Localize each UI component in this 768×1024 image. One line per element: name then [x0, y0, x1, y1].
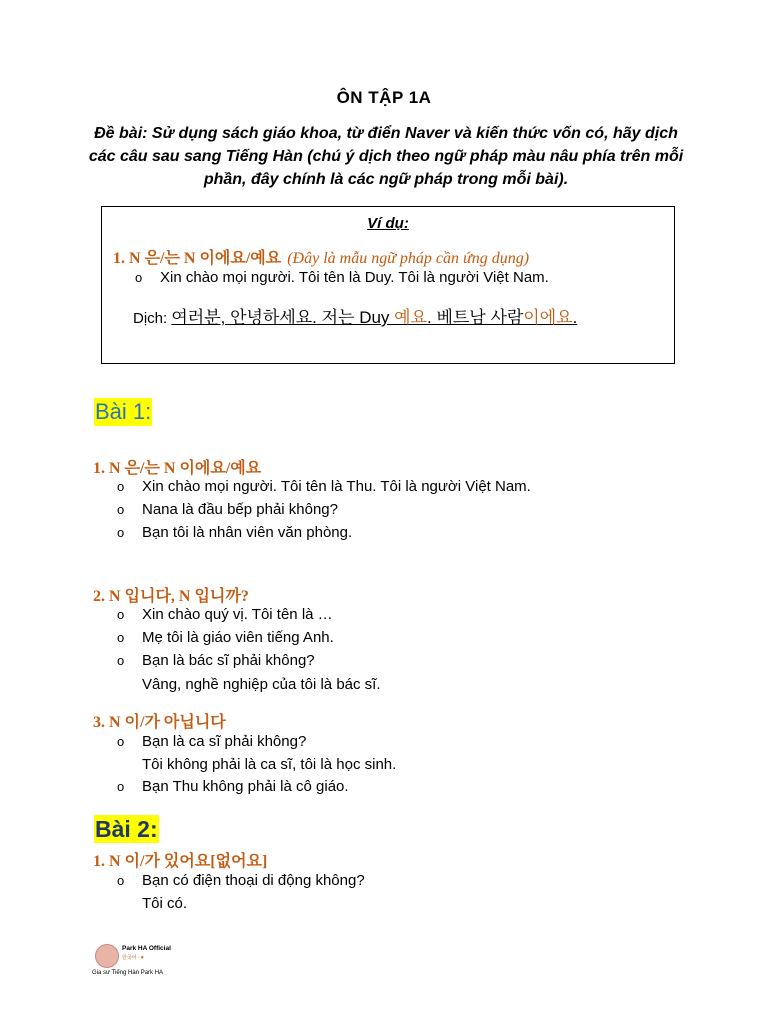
list-item-text: Bạn có điện thoại di động không?	[142, 872, 365, 889]
brand-name: Park HA Official	[122, 945, 171, 952]
translation-label: Dịch:	[133, 310, 168, 327]
example-box	[101, 206, 675, 364]
lesson-1-grammar-2: 2. N 입니다, N 입니까?	[93, 588, 249, 605]
bullet-icon: o	[117, 630, 125, 645]
list-item-text: Nana là đầu bếp phải không?	[142, 501, 338, 518]
list-item-text: Bạn là ca sĩ phải không?	[142, 733, 307, 750]
list-item	[117, 652, 315, 669]
avatar	[95, 944, 119, 968]
list-item-text: Mẹ tôi là giáo viên tiếng Anh.	[142, 629, 334, 646]
example-grammar-note: (Đây là mẫu ngữ pháp cần ứng dụng)	[287, 250, 530, 267]
bullet-icon: o	[117, 479, 125, 494]
lesson-1-grammar-1: 1. N 은/는 N 이에요/예요	[93, 460, 262, 477]
lesson-2-grammar-1: 1. N 이/가 있어요[없어요]	[93, 853, 268, 870]
list-item-text: Bạn là bác sĩ phải không?	[142, 652, 315, 669]
translation-segment: . 베트남 사람	[427, 308, 524, 327]
list-item-text: Bạn Thu không phải là cô giáo.	[142, 778, 349, 795]
translation-text	[171, 308, 577, 327]
example-translation	[133, 303, 577, 328]
list-item-text: Bạn tôi là nhân viên văn phòng.	[142, 524, 353, 541]
brand-tagline-icon: 한국어 · ♥	[122, 955, 144, 961]
example-grammar	[113, 245, 529, 268]
list-item	[117, 524, 352, 541]
bullet-icon: o	[117, 653, 125, 668]
list-item	[117, 778, 349, 795]
list-item	[117, 733, 306, 750]
bullet-icon: o	[117, 734, 125, 749]
lesson-1-grammar-3: 3. N 이/가 아닙니다	[93, 714, 226, 731]
list-item-text: Xin chào mọi người. Tôi tên là Thu. Tôi là người Việt Nam.	[142, 478, 531, 495]
translation-grammar-highlight: 이에요	[523, 308, 573, 327]
list-item	[117, 478, 531, 495]
list-item-text: Xin chào quý vị. Tôi tên là …	[142, 606, 333, 623]
bullet-icon: o	[117, 873, 125, 888]
list-item-continuation: Vâng, nghề nghiệp của tôi là bác sĩ.	[142, 676, 381, 693]
bullet-icon: o	[135, 270, 143, 285]
bullet-icon: o	[117, 525, 125, 540]
translation-grammar-highlight: 예요	[394, 308, 428, 327]
lesson-2-heading: Bài 2:	[95, 816, 158, 842]
translation-segment: .	[572, 308, 578, 327]
translation-segment: 여러분, 안녕하세요. 저는 Duy	[171, 308, 395, 327]
list-item	[117, 629, 334, 646]
bullet-icon: o	[117, 779, 125, 794]
footer-logo	[92, 942, 202, 982]
list-item-continuation: Tôi không phải là ca sĩ, tôi là học sinh.	[142, 756, 397, 773]
list-item	[117, 872, 365, 889]
example-sentence	[135, 269, 549, 286]
page-title: ÔN TẬP 1A	[336, 88, 432, 107]
bullet-icon: o	[117, 607, 125, 622]
list-item	[117, 606, 333, 623]
list-item	[117, 501, 338, 518]
list-item-continuation: Tôi có.	[142, 895, 188, 912]
exercise-instructions: Đề bài: Sử dụng sách giáo khoa, từ điển Naver và kiến thức vốn có, hãy dịch các câu sau sang Tiếng Hàn (chú ý dịch theo ngữ pháp màu nâu phía trên mỗi phần, đây chính là các ngữ pháp trong mỗi bài).	[88, 125, 684, 188]
lesson-1-heading: Bài 1:	[95, 399, 152, 424]
bullet-icon: o	[117, 502, 125, 517]
example-sentence-text: Xin chào mọi người. Tôi tên là Duy. Tôi là người Việt Nam.	[160, 269, 549, 286]
example-grammar-pattern: 1. N 은/는 N 이에요/예요	[113, 250, 282, 267]
example-heading: Ví dụ:	[367, 215, 409, 232]
footer-caption: Gia sư Tiếng Hàn Park HA	[92, 970, 164, 976]
